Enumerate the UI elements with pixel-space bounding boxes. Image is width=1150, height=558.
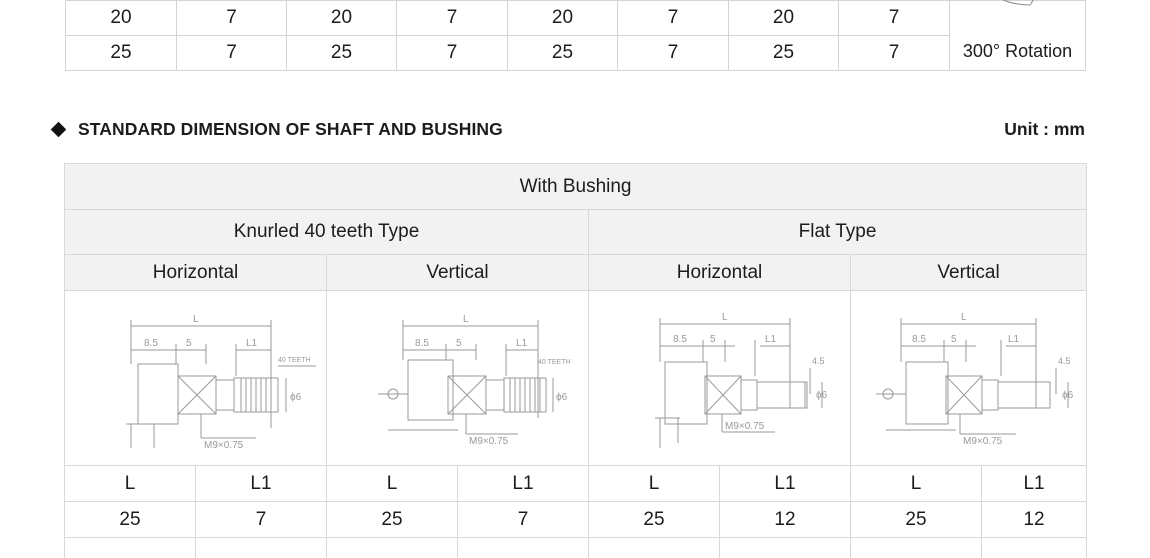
table-row [65,210,1087,255]
column-label: L1 [196,466,327,502]
knurled-horizontal-drawing [86,298,306,458]
orientation-header: Horizontal [65,255,327,291]
orientation-header: Horizontal [589,255,851,291]
svg-text:ϕ6: ϕ6 [1062,390,1074,401]
svg-text:L1: L1 [246,338,258,349]
svg-text:40 TEETH: 40 TEETH [278,357,311,364]
column-label: L [65,466,196,502]
column-label: L [327,466,458,502]
rotation-length-table [65,0,1086,71]
svg-text:40 TEETH: 40 TEETH [538,359,571,366]
table-cell: 12 [720,502,851,538]
table-cell [65,538,196,558]
shaft-bushing-table [64,163,1087,558]
table-cell [851,538,982,558]
section-heading [50,118,1085,140]
svg-text:8.5: 8.5 [912,334,926,345]
drawing-cell [65,291,327,466]
table-cell: 25 [589,502,720,538]
table-cell: 12 [982,502,1087,538]
table-cell: 7 [397,36,508,71]
svg-text:M9×0.75: M9×0.75 [963,436,1003,447]
table-row [65,291,1087,466]
svg-text:L1: L1 [1008,334,1020,345]
table-cell [196,538,327,558]
column-label: L1 [720,466,851,502]
svg-text:5: 5 [710,334,716,345]
svg-text:5: 5 [186,338,192,349]
column-label: L1 [982,466,1087,502]
table-cell [720,538,851,558]
unit-label: Unit : mm [1004,119,1085,140]
svg-text:L1: L1 [765,334,777,345]
drawing-cell [851,291,1087,466]
svg-text:8.5: 8.5 [144,338,158,349]
table-row [65,164,1087,210]
table-row [66,1,1086,36]
table-cell [327,538,458,558]
svg-text:L: L [961,312,967,323]
diamond-bullet-icon [51,121,67,137]
svg-text:M9×0.75: M9×0.75 [469,436,509,447]
type-header-flat: Flat Type [589,210,1087,255]
column-label: L [589,466,720,502]
table-cell: 20 [66,1,177,36]
svg-text:M9×0.75: M9×0.75 [725,421,765,432]
table-cell: 7 [618,1,729,36]
svg-text:ϕ6: ϕ6 [556,392,568,403]
svg-text:8.5: 8.5 [673,334,687,345]
table-cell: 7 [177,1,287,36]
table-cell: 25 [508,36,618,71]
flat-horizontal-drawing [610,298,830,458]
svg-text:5: 5 [456,338,462,349]
svg-text:4.5: 4.5 [1058,356,1071,366]
svg-text:4.5: 4.5 [812,356,825,366]
section-title-wrap [50,119,503,140]
table-cell: 25 [66,36,177,71]
column-label: L1 [458,466,589,502]
table-row [65,502,1087,538]
svg-text:L: L [463,314,469,325]
table-cell: 25 [65,502,196,538]
table-row [65,466,1087,502]
orientation-header: Vertical [327,255,589,291]
table-cell [589,538,720,558]
table-cell: 7 [196,502,327,538]
flat-vertical-drawing [856,298,1081,458]
table-cell: 7 [618,36,729,71]
svg-text:5: 5 [951,334,957,345]
table-cell [458,538,589,558]
table-cell: 7 [839,36,950,71]
svg-text:L1: L1 [516,338,528,349]
table-cell: 7 [177,36,287,71]
drawing-cell [327,291,589,466]
group-header: With Bushing [65,164,1087,210]
section-title: STANDARD DIMENSION OF SHAFT AND BUSHING [78,119,503,140]
knurled-vertical-drawing [348,298,568,458]
table-cell: 25 [287,36,397,71]
rotation-angle-icon [978,0,1048,19]
svg-text:ϕ6: ϕ6 [816,390,828,401]
rotation-label: 300° Rotation [963,41,1072,61]
table-cell: 7 [397,1,508,36]
column-label: L [851,466,982,502]
rotation-cell [950,1,1086,71]
table-row [65,255,1087,291]
table-cell: 7 [839,1,950,36]
type-header-knurled: Knurled 40 teeth Type [65,210,589,255]
table-cell [982,538,1087,558]
table-cell: 25 [327,502,458,538]
table-row [66,36,1086,71]
drawing-cell [589,291,851,466]
svg-text:L: L [193,314,199,325]
table-cell: 20 [729,1,839,36]
table-cell: 25 [851,502,982,538]
orientation-header: Vertical [851,255,1087,291]
table-row [65,538,1087,558]
table-cell: 20 [287,1,397,36]
svg-text:8.5: 8.5 [415,338,429,349]
table-cell: 7 [458,502,589,538]
svg-text:M9×0.75: M9×0.75 [204,440,244,451]
table-cell: 20 [508,1,618,36]
svg-text:L: L [722,312,728,323]
svg-text:ϕ6: ϕ6 [290,392,302,403]
table-cell: 25 [729,36,839,71]
